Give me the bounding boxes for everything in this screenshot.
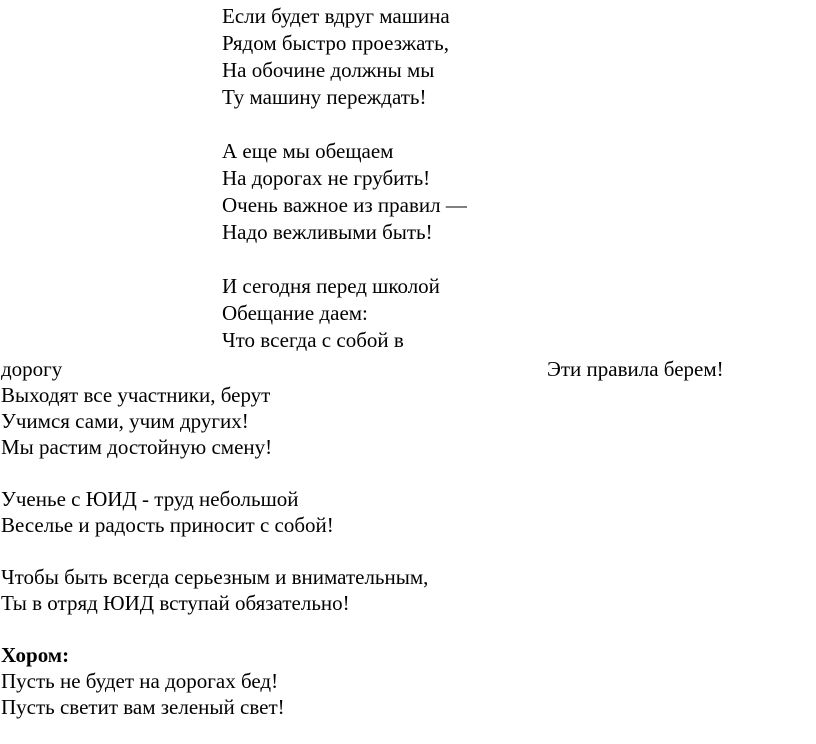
text-line: Ты в отряд ЮИД вступай обязательно! <box>1 591 350 615</box>
poem-line: Надо вежливыми быть! <box>222 220 433 244</box>
poem-line: На обочине должны мы <box>222 58 435 82</box>
poem-line-left: дорогу <box>1 357 63 381</box>
chorus-line: Пусть не будет на дорогах бед! <box>1 669 279 693</box>
poem-line: А еще мы обещаем <box>222 139 394 163</box>
poem-line: Очень важное из правил — <box>222 193 467 217</box>
poem-line: Если будет вдруг машина <box>222 4 450 28</box>
poem-line: На дорогах не грубить! <box>222 166 431 190</box>
chorus-line: Пусть светит вам зеленый свет! <box>1 695 285 719</box>
poem-line: Обещание даем: <box>222 301 368 325</box>
text-line: Учимся сами, учим других! <box>1 409 249 433</box>
poem-line: Ту машину переждать! <box>222 85 427 109</box>
text-line: Ученье с ЮИД - труд небольшой <box>1 487 299 511</box>
text-line: Чтобы быть всегда серьезным и внимательным, <box>1 565 429 589</box>
poem-line: Что всегда с собой в <box>222 328 404 352</box>
text-line: Мы растим достойную смену! <box>1 435 273 459</box>
poem-line-right: Эти правила берем! <box>547 357 724 381</box>
poem-line: Рядом быстро проезжать, <box>222 31 449 55</box>
text-line: Выходят все участники, берут <box>1 383 271 407</box>
text-line: Веселье и радость приносит с собой! <box>1 513 334 537</box>
poem-line: И сегодня перед школой <box>222 274 440 298</box>
chorus-heading: Хором: <box>1 643 70 667</box>
